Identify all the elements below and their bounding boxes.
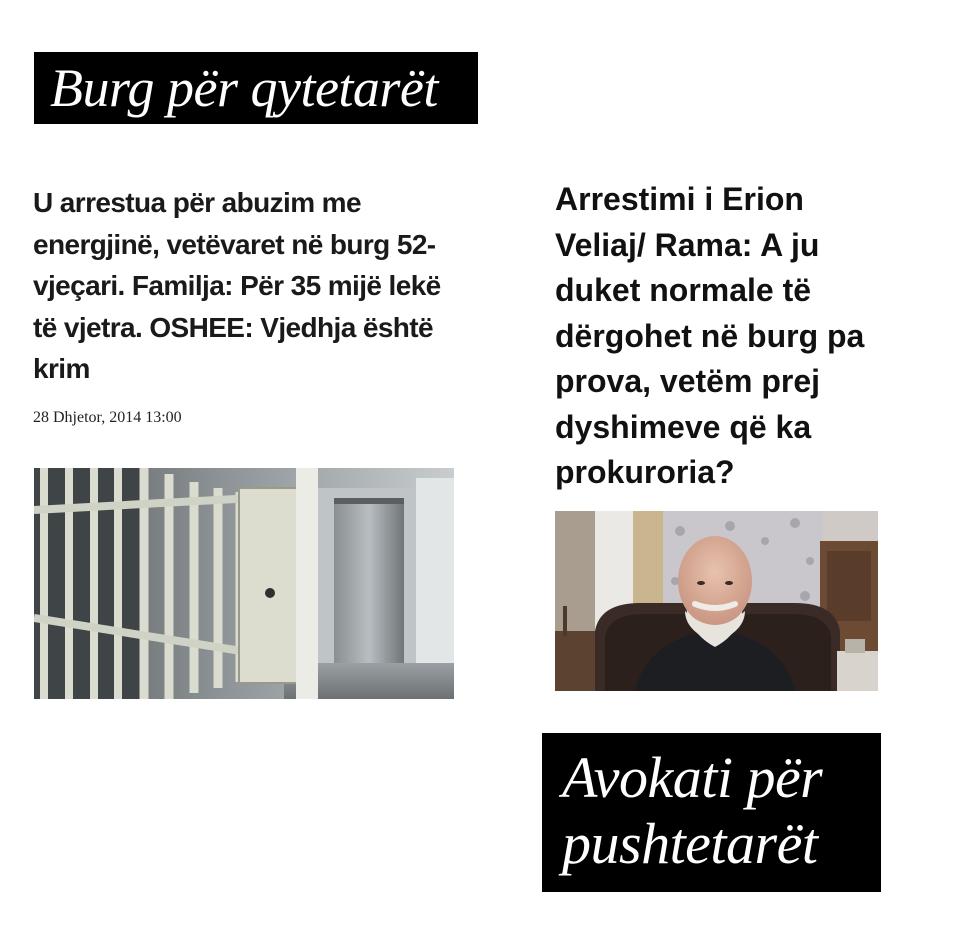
left-caption-text: Burg për qytetarët	[50, 58, 438, 118]
left-caption-banner	[34, 52, 478, 124]
left-article-date: 28 Dhjetor, 2014 13:00	[33, 409, 182, 426]
right-caption-banner	[542, 733, 881, 892]
left-article-headline[interactable]: U arrestua për abuzim me energjinë, vetëvaret në burg 52-vjeçari. Familja: Për 35 mijë lekë të vjetra. OSHEE: Vjedhja është krim	[33, 187, 441, 384]
office-portrait-illustration	[555, 511, 878, 691]
man-seated-in-office-image[interactable]	[555, 511, 878, 691]
right-caption-text: Avokati për pushtetarët	[562, 745, 823, 876]
right-article-headline[interactable]: Arrestimi i Erion Veliaj/ Rama: A ju duket normale të dërgohet në burg pa prova, vetëm prej dyshimeve që ka prokuroria?	[555, 181, 865, 490]
jail-illustration	[34, 468, 454, 699]
jail-cell-door-image[interactable]	[34, 468, 454, 699]
